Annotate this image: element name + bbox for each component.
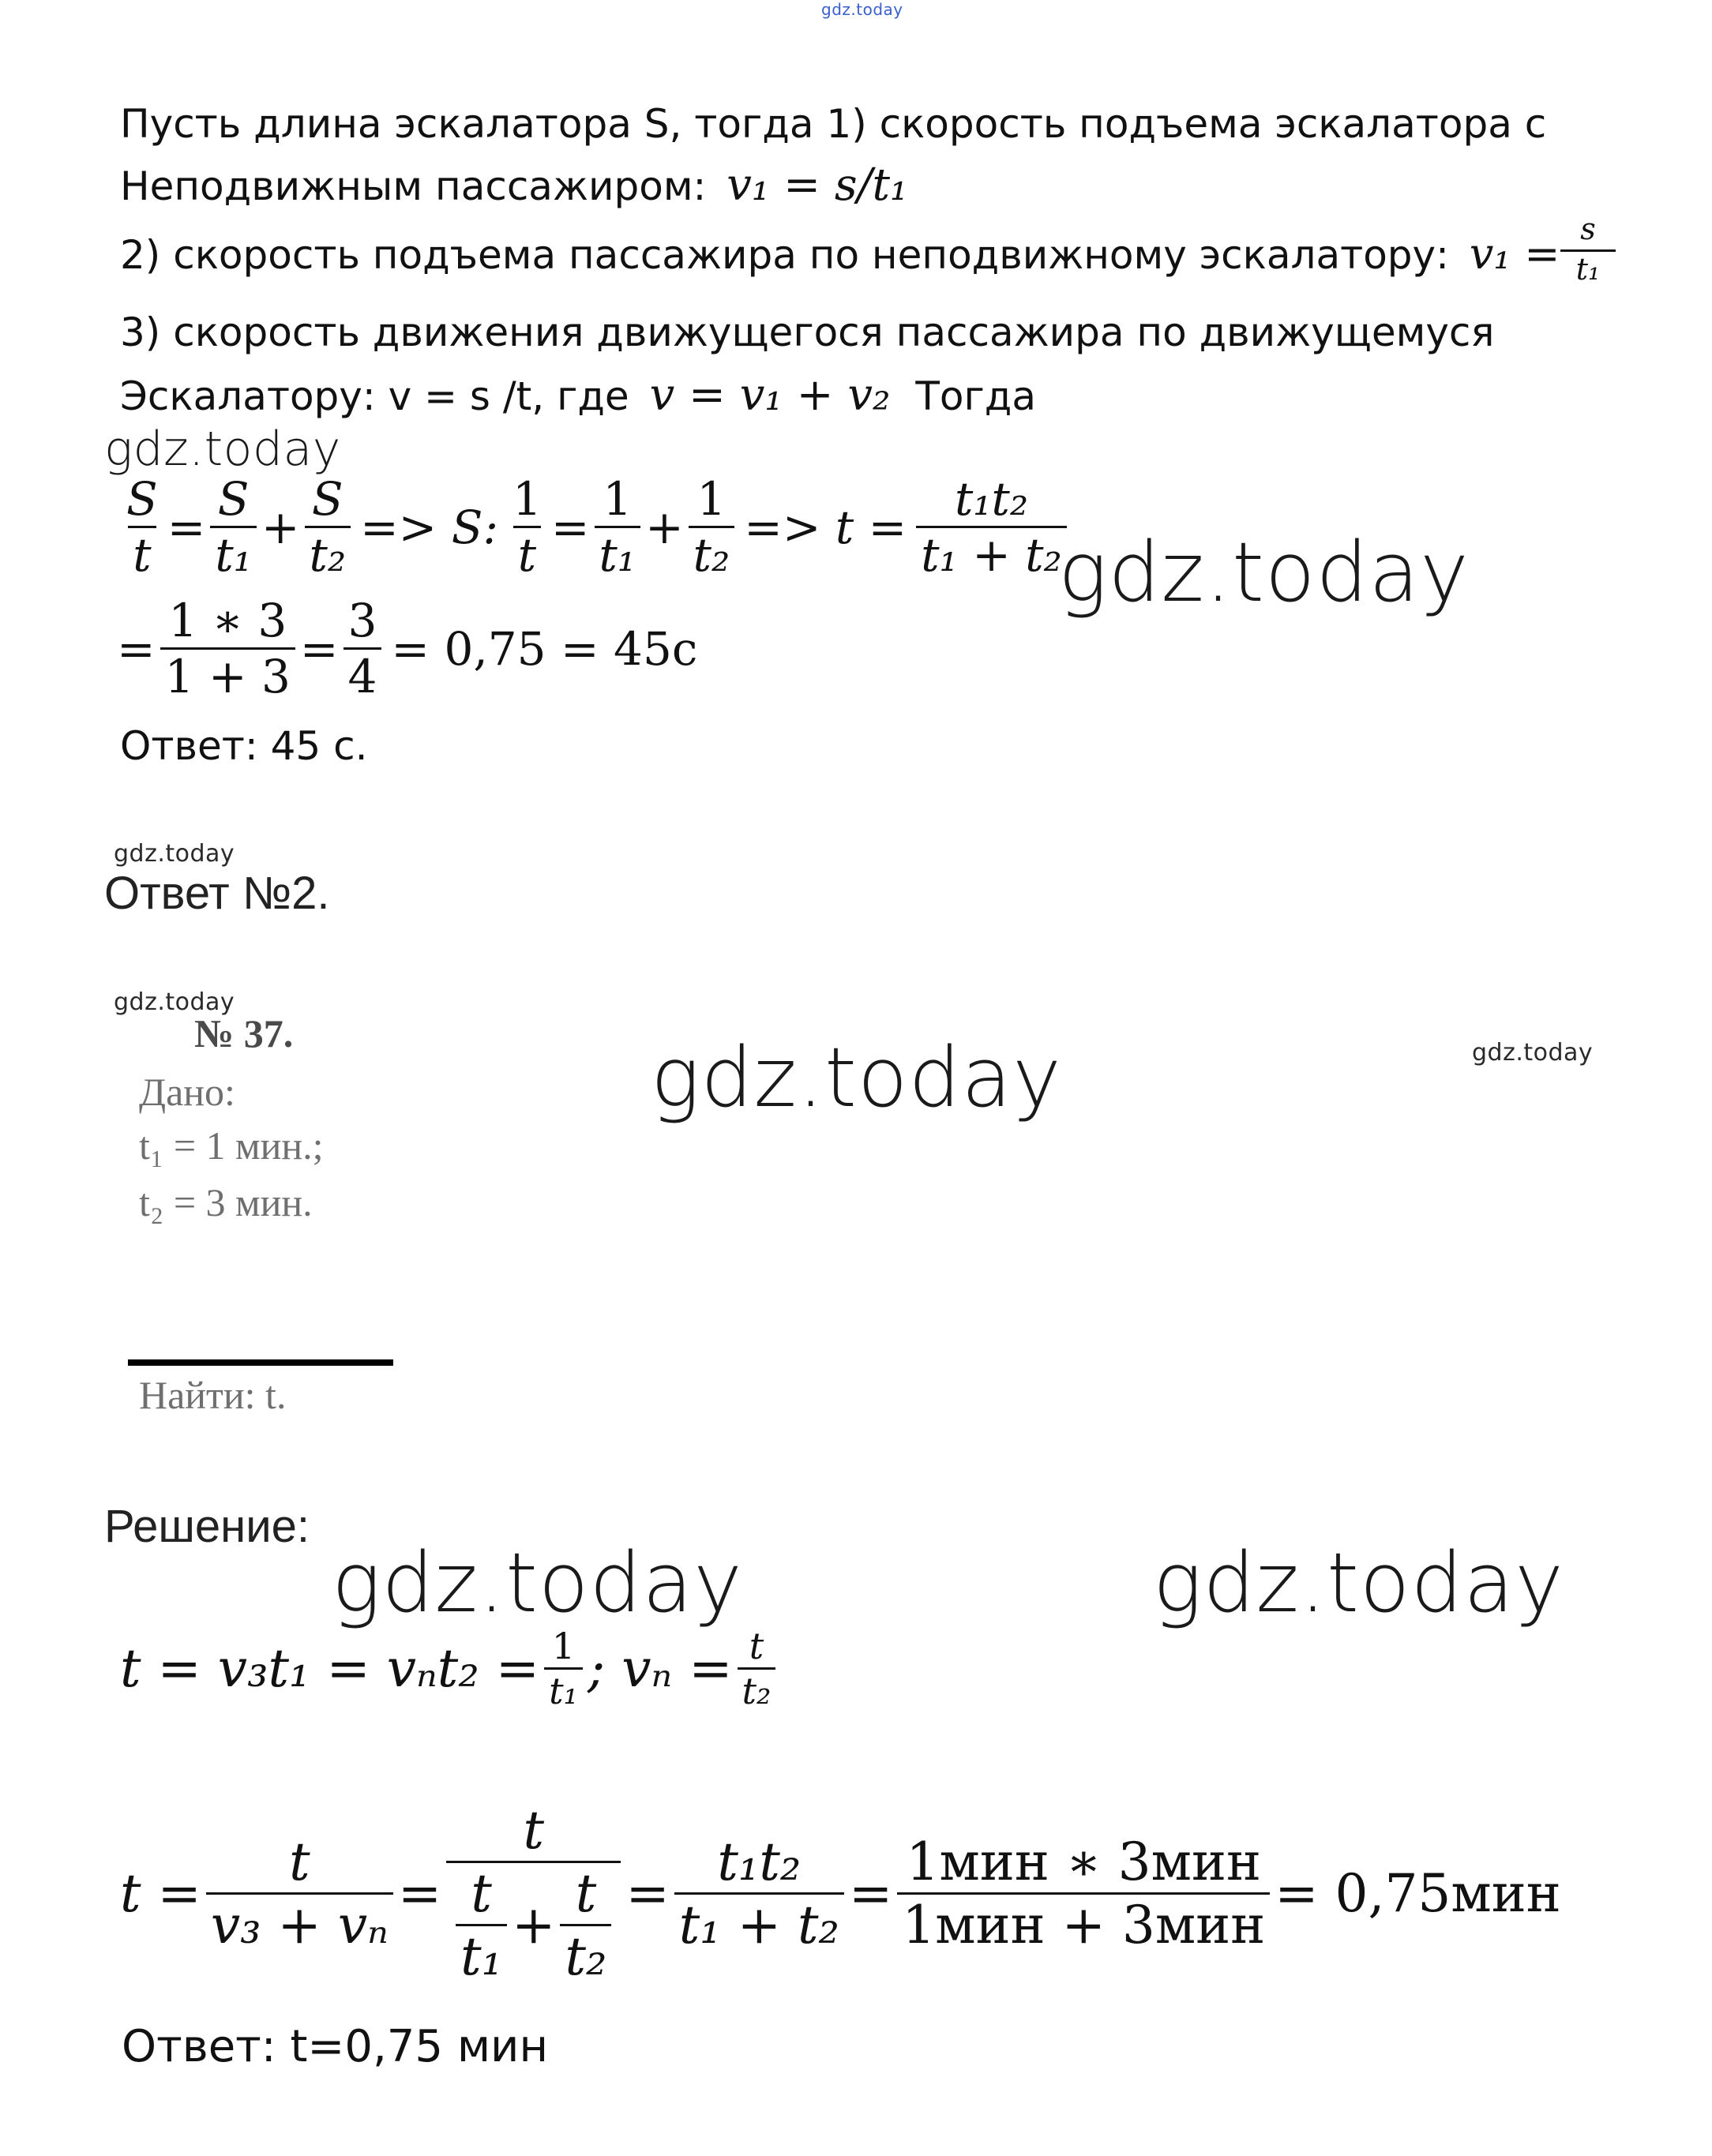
fraction xyxy=(122,472,163,582)
numerator: S xyxy=(126,472,158,526)
numerator: t xyxy=(289,1832,310,1892)
compound-denominator xyxy=(446,1861,621,1987)
watermark: gdz.today xyxy=(104,422,341,477)
formula-v1-s-t1: v₁ = s/t₁ xyxy=(726,159,908,211)
denominator: t₁ + t₂ xyxy=(916,526,1067,582)
fraction xyxy=(674,1832,844,1955)
fraction-numerator: s xyxy=(1580,212,1596,246)
denominator: t₁ xyxy=(595,526,641,582)
equation-2 xyxy=(120,1800,1561,1987)
fraction xyxy=(897,1832,1270,1955)
numerator: t xyxy=(749,1625,764,1667)
watermark: gdz.today xyxy=(1058,524,1470,621)
fraction xyxy=(160,594,295,703)
text-line-4: 3) скорость движения движущегося пассажира по движущемуся xyxy=(120,309,1495,355)
fraction xyxy=(560,1863,611,1987)
task-number: № 37. xyxy=(194,1011,294,1056)
numerator: t xyxy=(471,1863,492,1924)
formula-1 xyxy=(117,472,1072,582)
text-line-5 xyxy=(120,369,1036,421)
plus: + xyxy=(261,500,300,554)
answer-part1: Ответ: 45 с. xyxy=(120,723,368,769)
equals: = xyxy=(397,1863,442,1924)
result: = 0,75 = 45c xyxy=(391,621,698,676)
denominator: 1 + 3 xyxy=(160,647,295,703)
formula-v1-fraction xyxy=(1560,212,1616,287)
find-label: Найти: t. xyxy=(139,1373,287,1417)
plus: + xyxy=(512,1895,556,1955)
denominator: t₂ xyxy=(560,1924,611,1987)
text-line-3 xyxy=(120,229,1560,279)
equals: = xyxy=(625,1863,670,1924)
equals: = xyxy=(849,1863,893,1924)
fraction xyxy=(344,594,382,703)
equation-1-mid: ; vₙ = xyxy=(588,1638,733,1699)
equals: = xyxy=(167,500,206,554)
equals: = xyxy=(550,500,590,554)
denominator: 4 xyxy=(344,647,382,703)
equals: = xyxy=(117,621,156,676)
text-line-1: Пусть длина эскалатора S, тогда 1) скорость подъема эскалатора с xyxy=(120,101,1547,147)
numerator: 1 xyxy=(551,1625,576,1667)
fraction xyxy=(738,1625,776,1712)
denominator: t xyxy=(128,526,156,582)
fraction xyxy=(508,472,546,582)
numerator: S xyxy=(311,472,344,526)
text-line-3-label: 2) скорость подъема пассажира по неподвижному эскалатору: xyxy=(120,232,1449,278)
given-label: Дано: xyxy=(139,1070,235,1114)
numerator: 1мин ∗ 3мин xyxy=(906,1832,1261,1892)
plus: + xyxy=(645,500,684,554)
equation-1 xyxy=(120,1625,780,1712)
text-line-2 xyxy=(120,159,907,211)
denominator: v₃ + vₙ xyxy=(206,1892,393,1955)
numerator: 1 ∗ 3 xyxy=(168,594,287,647)
watermark: gdz.today xyxy=(651,1029,1062,1126)
denominator: t₂ xyxy=(738,1667,776,1712)
numerator: 1 xyxy=(696,472,726,526)
fraction xyxy=(210,472,257,582)
denominator: t₂ xyxy=(689,526,735,582)
fraction xyxy=(206,1832,393,1955)
watermark: gdz.today xyxy=(332,1535,743,1631)
given-t2: t₂ = 3 мин. xyxy=(139,1180,313,1224)
fraction xyxy=(544,1625,583,1712)
given-t1: t₁ = 1 мин.; xyxy=(139,1123,324,1168)
watermark: gdz.today xyxy=(114,988,235,1016)
numerator: t xyxy=(523,1800,545,1861)
denominator: t₁ xyxy=(456,1924,507,1987)
text-line-5-end: Тогда xyxy=(915,373,1036,419)
numerator: t xyxy=(575,1863,597,1924)
watermark: gdz.today xyxy=(1153,1535,1564,1631)
equals: = xyxy=(299,621,339,676)
denominator: t₁ xyxy=(544,1667,583,1712)
formula-v1-lhs: v₁ = xyxy=(1469,229,1560,279)
formula-v-sum: v = v₁ + v₂ xyxy=(649,369,891,421)
formula-2 xyxy=(117,594,697,703)
text-line-2-label: Неподвижным пассажиром: xyxy=(120,163,707,209)
answer-heading: Ответ №2. xyxy=(104,868,330,919)
fraction-denominator: t₁ xyxy=(1560,249,1616,287)
equation-2-left: t = xyxy=(120,1863,201,1924)
implies: => t = xyxy=(744,500,907,554)
numerator: 3 xyxy=(347,594,377,647)
watermark: gdz.today xyxy=(114,840,235,868)
fraction xyxy=(689,472,735,582)
fraction xyxy=(916,472,1067,582)
fraction xyxy=(595,472,641,582)
numerator: t₁t₂ xyxy=(717,1832,802,1892)
implies: => S: xyxy=(360,500,498,554)
fraction xyxy=(305,472,351,582)
denominator: t₁ xyxy=(210,526,257,582)
watermark: gdz.today xyxy=(1472,1039,1594,1067)
numerator: 1 xyxy=(603,472,633,526)
denominator: t₂ xyxy=(305,526,351,582)
numerator: 1 xyxy=(512,472,542,526)
divider-line xyxy=(128,1359,393,1366)
equation-2-result: = 0,75мин xyxy=(1275,1863,1561,1924)
fraction xyxy=(456,1863,507,1987)
numerator: t₁t₂ xyxy=(954,472,1029,526)
numerator: S xyxy=(217,472,250,526)
denominator: t xyxy=(513,526,541,582)
text-line-5-label: Эскалатору: v = s /t, где xyxy=(120,373,629,419)
denominator: t₁ + t₂ xyxy=(674,1892,844,1955)
answer-solution: Ответ: t=0,75 мин xyxy=(122,2021,549,2072)
solution-heading: Решение: xyxy=(104,1501,310,1552)
denominator: 1мин + 3мин xyxy=(897,1892,1270,1955)
watermark-top: gdz.today xyxy=(821,0,903,19)
fraction xyxy=(446,1800,621,1987)
equation-1-left: t = v₃t₁ = vₙt₂ = xyxy=(120,1638,540,1699)
